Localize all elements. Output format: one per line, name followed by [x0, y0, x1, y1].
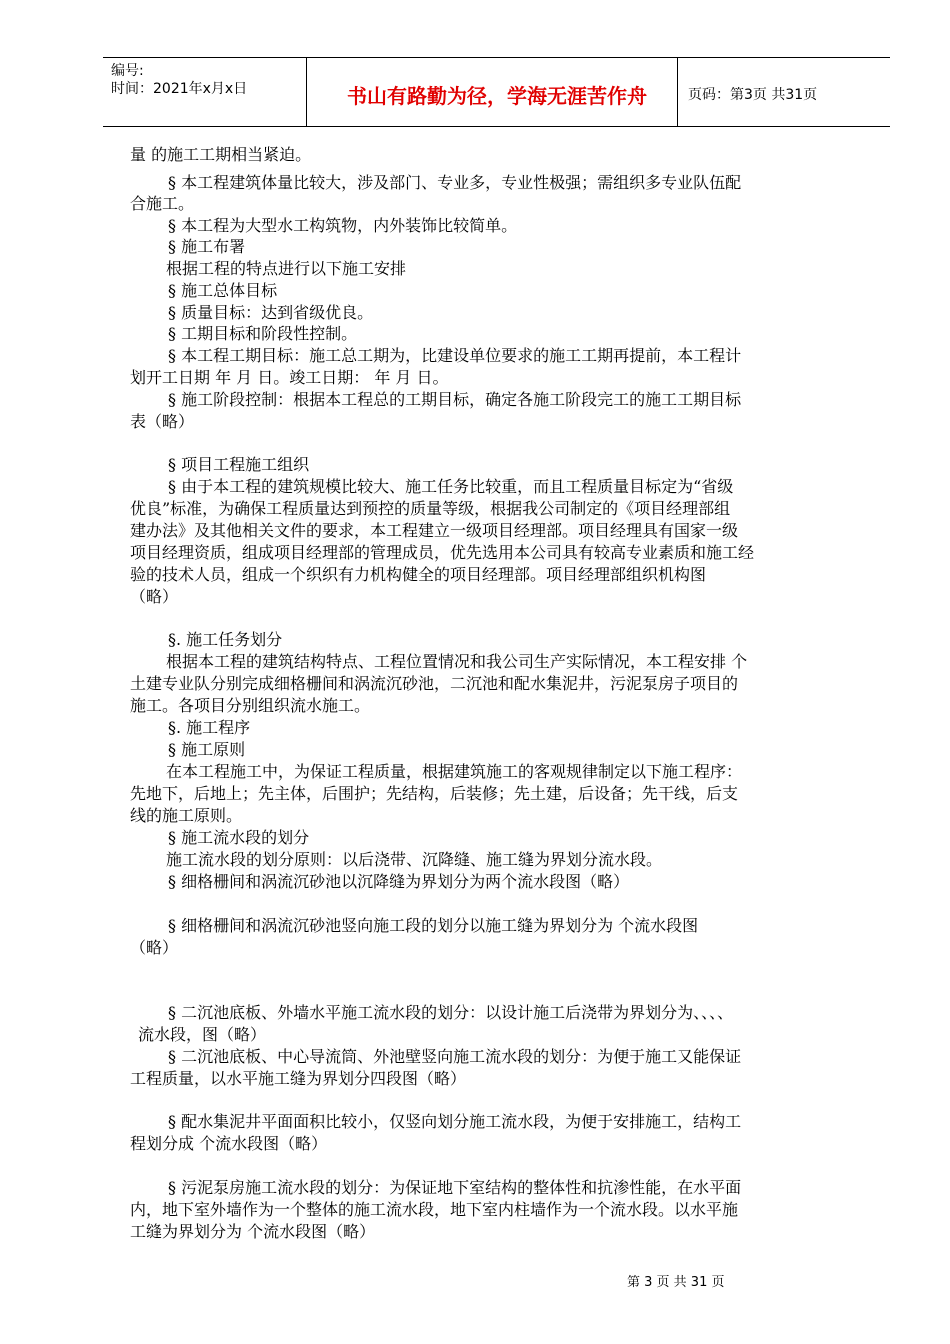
date-label: 时间：2021年x月x日	[111, 81, 248, 97]
page-footer: 第 3 页 共 31 页	[627, 1275, 725, 1290]
text-line: § 二沉池底板、外墙水平施工流水段的划分：以设计施工后浇带为界划分为、、、、	[168, 1003, 734, 1022]
text-line: 根据本工程的建筑结构特点、工程位置情况和我公司生产实际情况，本工程安排 个	[166, 652, 748, 671]
text-line: § 质量目标：达到省级优良。	[168, 303, 374, 322]
text-line: 表（略）	[130, 412, 195, 431]
text-line: 划开工日期 年 月 日。竣工日期： 年 月 日。	[130, 368, 449, 387]
text-line: 验的技术人员，组成一个织织有力机构健全的项目经理部。项目经理部组织机构图	[130, 565, 707, 584]
text-line: § 施工阶段控制：根据本工程总的工期目标，确定各施工阶段完工的施工工期目标	[168, 390, 742, 409]
header-left	[111, 62, 247, 98]
text-line: 工缝为界划分为 个流水段图（略）	[130, 1222, 376, 1241]
text-line: （略）	[130, 587, 179, 606]
text-line: 线的施工原则。	[130, 806, 243, 825]
text-line: § 配水集泥井平面面积比较小，仅竖向划分施工流水段，为便于安排施工，结构工	[168, 1112, 742, 1131]
text-line: 程划分成 个流水段图（略）	[130, 1134, 328, 1153]
header-divider	[677, 58, 678, 126]
text-line: § 施工总体目标	[168, 281, 278, 300]
page-header	[103, 57, 890, 127]
text-line: §. 施工程序	[168, 718, 251, 737]
text-line: § 本工程工期目标：施工总工期为，比建设单位要求的施工工期再提前，本工程计	[168, 346, 742, 365]
text-line: 建办法》及其他相关文件的要求，本工程建立一级项目经理部。项目经理具有国家一级	[130, 521, 739, 540]
text-line: § 项目工程施工组织	[168, 455, 310, 474]
text-line: 量 的施工工期相当紧迫。	[130, 145, 312, 164]
text-line: 土建专业队分别完成细格栅间和涡流沉砂池，二沉池和配水集泥井，污泥泵房子项目的	[130, 674, 739, 693]
text-line: 优良”标准，为确保工程质量达到预控的质量等级，根据我公司制定的《项目经理部组	[130, 499, 731, 518]
text-line: 先地下，后地上；先主体，后围护；先结构，后装修；先土建，后设备；先干线，后支	[130, 784, 739, 803]
text-line: § 细格栅间和涡流沉砂池以沉降缝为界划分为两个流水段图（略）	[168, 872, 630, 891]
text-line: （略）	[130, 938, 179, 957]
text-line: § 由于本工程的建筑规模比较大、施工任务比较重，而且工程质量目标定为“省级	[168, 477, 734, 496]
text-line: 施工流水段的划分原则：以后浇带、沉降缝、施工缝为界划分流水段。	[166, 850, 663, 869]
text-line: § 细格栅间和涡流沉砂池竖向施工段的划分以施工缝为界划分为 个流水段图	[168, 916, 699, 935]
text-line: § 施工原则	[168, 740, 246, 759]
text-line: 工程质量，以水平施工缝为界划分四段图（略）	[130, 1069, 467, 1088]
text-line: § 工期目标和阶段性控制。	[168, 324, 358, 343]
header-page-info: 页码：第3页 共31页	[688, 87, 818, 103]
text-line: 内，地下室外墙作为一个整体的施工流水段，地下室内柱墙作为一个流水段。以水平施	[130, 1200, 739, 1219]
text-line: § 本工程为大型水工构筑物，内外装饰比较简单。	[168, 216, 518, 235]
header-motto: 书山有路勤为径，学海无涯苦作舟	[347, 84, 647, 108]
text-line: 在本工程施工中，为保证工程质量，根据建筑施工的客观规律制定以下施工程序：	[166, 762, 743, 781]
text-line: § 二沉池底板、中心导流筒、外池壁竖向施工流水段的划分：为便于施工又能保证	[168, 1047, 742, 1066]
text-line: §. 施工任务划分	[168, 630, 283, 649]
text-line: § 施工流水段的划分	[168, 828, 310, 847]
text-line: 根据工程的特点进行以下施工安排	[166, 259, 407, 278]
text-line: 流水段，图（略）	[138, 1025, 267, 1044]
number-label: 编号:	[111, 63, 144, 79]
text-line: 合施工。	[130, 194, 195, 213]
text-line: 项目经理资质，组成项目经理部的管理成员，优先选用本公司具有较高专业素质和施工经	[130, 543, 755, 562]
text-line: § 施工布署	[168, 237, 246, 256]
text-line: § 污泥泵房施工流水段的划分：为保证地下室结构的整体性和抗渗性能，在水平面	[168, 1178, 742, 1197]
text-line: 施工。各项目分别组织流水施工。	[130, 696, 371, 715]
text-line: § 本工程建筑体量比较大，涉及部门、专业多，专业性极强；需组织多专业队伍配	[168, 173, 742, 192]
